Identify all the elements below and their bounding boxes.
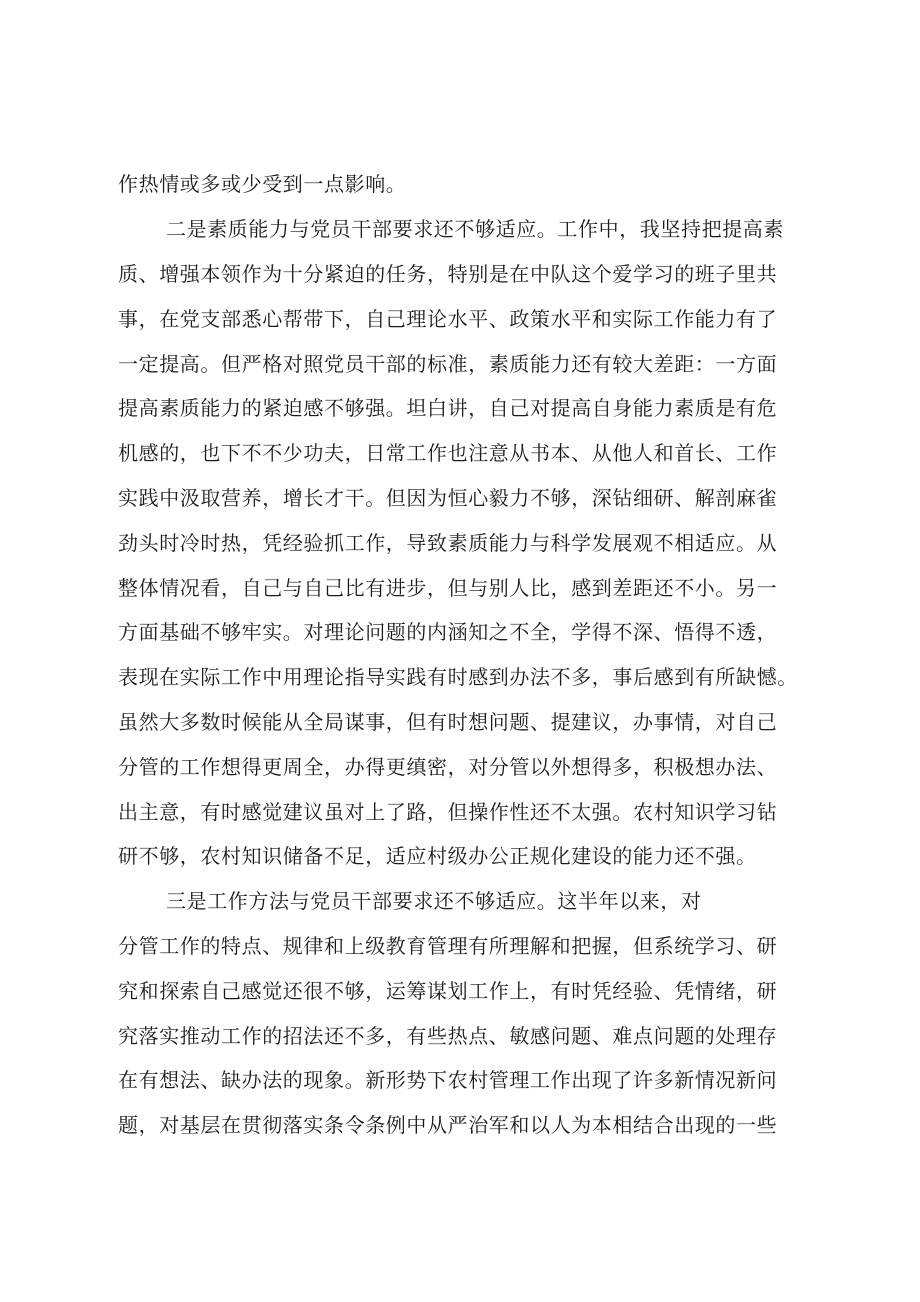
text-line: 研不够，农村知识储备不足，适应村级办公正规化建设的能力还不强。 — [118, 844, 757, 868]
text-line: 提高素质能力的紧迫感不够强。坦白讲，自己对提高自身能力素质是有危 — [118, 396, 778, 420]
text-line: 分管工作的特点、规律和上级教育管理有所理解和把握，但系统学习、研 — [118, 934, 778, 958]
text-line: 作热情或多或少受到一点影响。 — [118, 172, 407, 196]
text-line: 机感的，也下不不少功夫，日常工作也注意从书本、从他人和首长、工作 — [118, 441, 778, 465]
paragraph-start-line: 二是素质能力与党员干部要求还不够适应。工作中，我坚持把提高素 — [166, 217, 784, 241]
text-line: 实践中汲取营养，增长才干。但因为恒心毅力不够，深钻细研、解剖麻雀 — [118, 486, 778, 510]
text-line: 究和探索自己感觉还很不够，运筹谋划工作上，有时凭经验、凭情绪，研 — [118, 979, 778, 1003]
text-line: 方面基础不够牢实。对理论问题的内涵知之不全，学得不深、悟得不透， — [118, 620, 778, 644]
text-line: 虽然大多数时候能从全局谋事，但有时想问题、提建议，办事情，对自己 — [118, 710, 778, 734]
text-line: 一定提高。但严格对照党员干部的标准，素质能力还有较大差距：一方面 — [118, 352, 778, 376]
text-line: 质、增强本领作为十分紧迫的任务，特别是在中队这个爱学习的班子里共 — [118, 262, 778, 286]
paragraph-start-line: 三是工作方法与党员干部要求还不够适应。这半年以来，对 — [166, 889, 702, 913]
text-line: 表现在实际工作中用理论指导实践有时感到办法不多，事后感到有所缺憾。 — [118, 665, 798, 689]
text-line: 出主意，有时感觉建议虽对上了路，但操作性还不太强。农村知识学习钻 — [118, 800, 778, 824]
text-line: 究落实推动工作的招法还不多，有些热点、敏感问题、难点问题的处理存 — [118, 1024, 778, 1048]
text-line: 劲头时冷时热，凭经验抓工作，导致素质能力与科学发展观不相适应。从 — [118, 531, 778, 555]
text-line: 在有想法、缺办法的现象。新形势下农村管理工作出现了许多新情况新问 — [118, 1068, 778, 1092]
text-line: 分管的工作想得更周全，办得更缜密，对分管以外想得多，积极想办法、 — [118, 755, 778, 779]
text-line: 题，对基层在贯彻落实条令条例中从严治军和以人为本相结合出现的一些 — [118, 1113, 778, 1137]
text-line: 事，在党支部悉心帮带下，自己理论水平、政策水平和实际工作能力有了 — [118, 307, 778, 331]
text-line: 整体情况看，自己与自己比有进步，但与别人比，感到差距还不小。另一 — [118, 576, 778, 600]
